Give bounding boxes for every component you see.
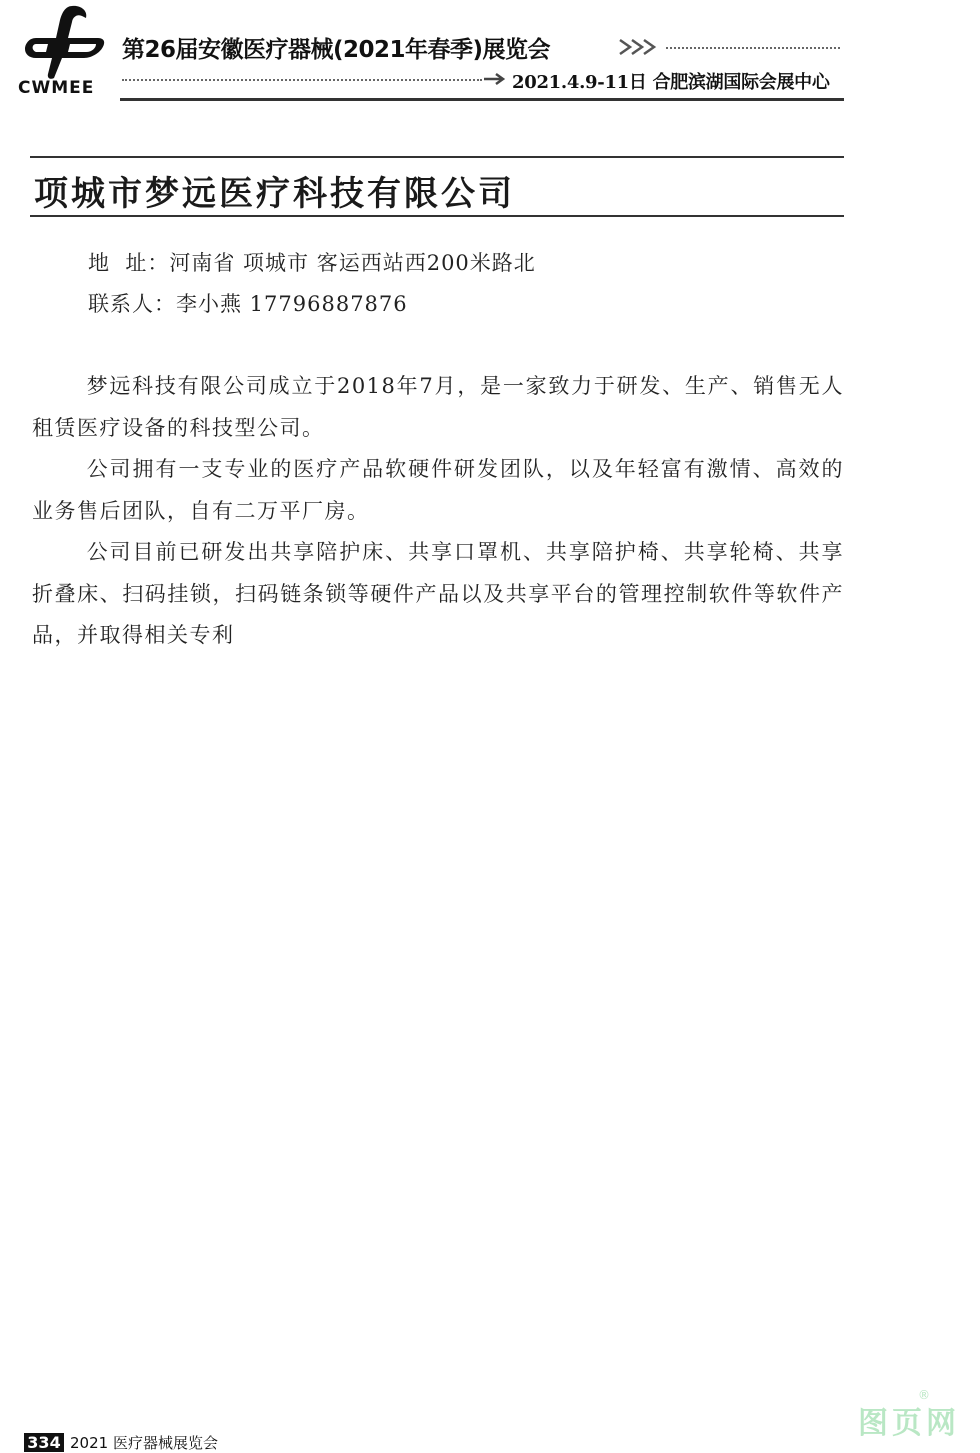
- expo-date-venue: 2021.4.9-11日 合肥滨湖国际会展中心: [512, 72, 830, 93]
- address-label: 地 址：: [88, 251, 170, 275]
- header-dotted-rule: [666, 47, 840, 49]
- address-value: 河南省 项城市 客运西站西200米路北: [169, 251, 536, 275]
- page-number: 334: [24, 1433, 64, 1452]
- arrow-right-icon: [484, 72, 506, 86]
- address-line: [88, 247, 536, 277]
- title-rule-bottom: [30, 215, 844, 217]
- contact-value: 李小燕 17796887876: [176, 292, 408, 316]
- contact-label: 联系人：: [88, 292, 176, 316]
- paragraph: 梦远科技有限公司成立于2018年7月，是一家致力于研发、生产、销售无人租赁医疗设备的科技型公司。: [32, 374, 844, 440]
- chevron-right-icon: [618, 36, 664, 58]
- paragraph: 公司目前已研发出共享陪护床、共享口罩机、共享陪护椅、共享轮椅、共享折叠床、扫码挂锁，扫码链条锁等硬件产品以及共享平台的管理控制软件等软件产品，并取得相关专利: [32, 540, 844, 647]
- watermark: 图页网: [858, 1406, 960, 1441]
- paragraph: 公司拥有一支专业的医疗产品软硬件研发团队，以及年轻富有激情、高效的业务售后团队，自有二万平厂房。: [32, 457, 844, 523]
- header-dotted-rule-left: [122, 79, 482, 81]
- title-rule-top: [30, 156, 844, 158]
- contact-line: [88, 288, 408, 318]
- company-description: [32, 366, 844, 657]
- cwmee-logo-icon: [22, 2, 108, 80]
- logo-text: CWMEE: [18, 78, 95, 98]
- watermark-registered-mark: ®: [918, 1388, 930, 1402]
- company-title: 项城市梦远医疗科技有限公司: [34, 174, 515, 214]
- expo-title: 第26届安徽医疗器械(2021年春季)展览会: [122, 37, 551, 63]
- header-rule: [120, 98, 844, 101]
- footer-publication: 2021 医疗器械展览会: [70, 1434, 218, 1452]
